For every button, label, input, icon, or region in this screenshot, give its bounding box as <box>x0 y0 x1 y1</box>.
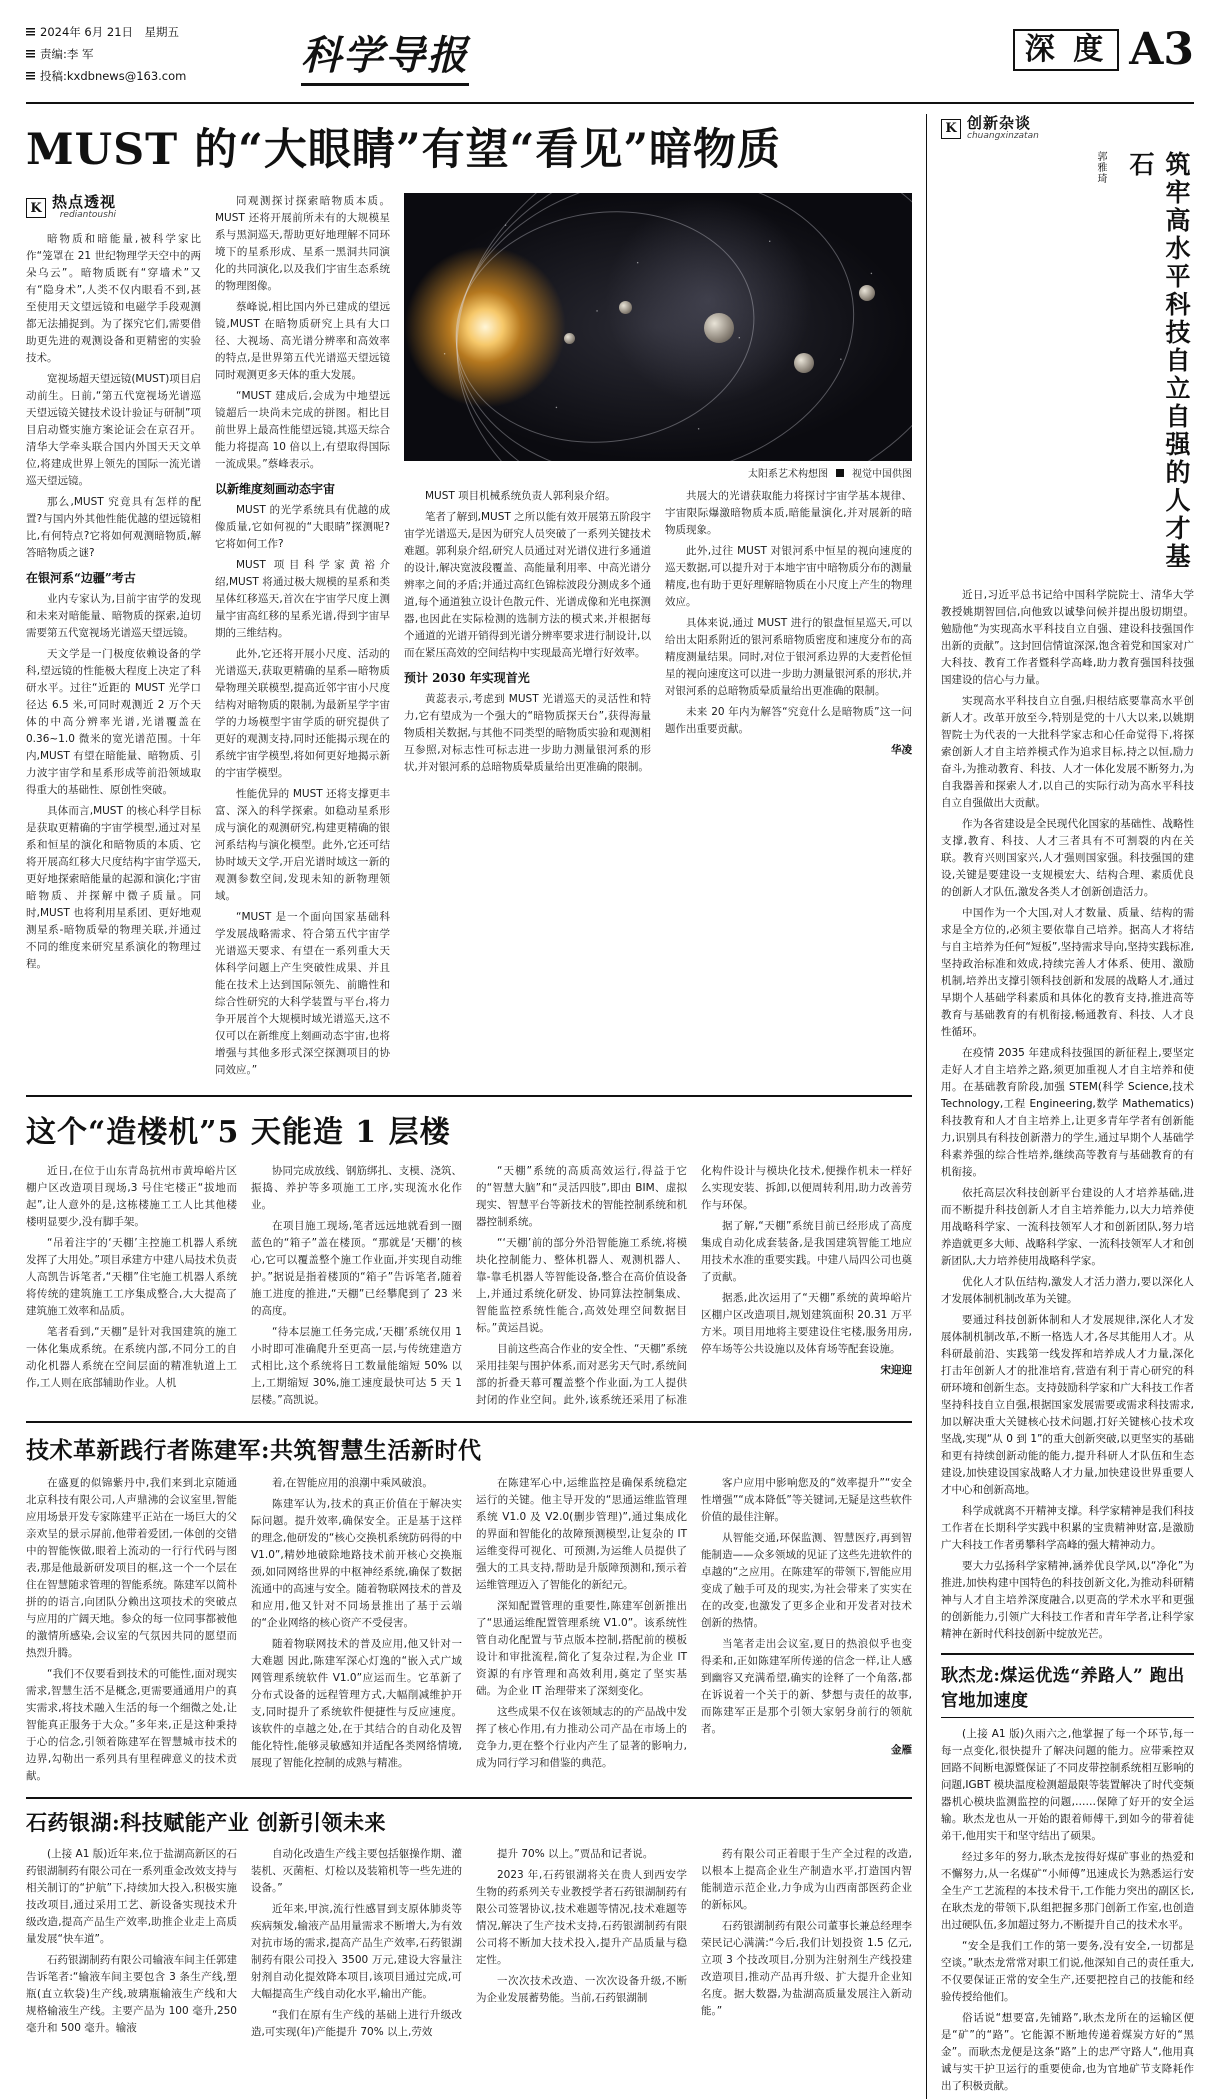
paragraph: 同观测探讨探索暗物质本质。MUST 还将开展前所未有的大规模星系与黑洞巡天,帮助更好地理解不同环境下的星系形成、星系一黑洞共同演化的共同演化,以及我们宇宙生态系统的物理图像。 <box>215 195 390 293</box>
paragraph: 近年来,甲滨,流行性感冒到支原体肺炎等疾病频发,输液产品用量需求不断增大,为有效对抗市场的需求,提高产品生产效率,石药银湖制药有限公司投入 3500 万元,建设大容量注射剂自动化提效降本项目,该项目通过完成,可大幅提高生产线自动化水平,输出产能。 <box>251 1903 462 2001</box>
article4-headline: 石药银湖:科技赋能产业 创新引领未来 <box>26 1810 387 1836</box>
paragraph: 在疫情 2035 年建成科技强国的新征程上,要坚定走好人才自主培养之路,须更加重视人才自主培养和使用。在基础教育阶段,加强 STEM(科学 Science,技术 Technology,工程 Engineering,数学 Mathematics)科技教育和人才自主培养上,让更多青年学者有创新能力,识别具有科技创新潜力的学生,通过早期个人基础学科素养强的综合性培养,继续高等教育与基础教育的有机衔接。 <box>941 1047 1194 1179</box>
paragraph: 要大力弘扬科学家精神,涵养优良学风,以“净化”为推进,加快构建中国特色的科技创新文化,为推动科研精神与人才自主培养深度融合,以更高的学术水平和更强的创新能力,引领广大科技工作者和青年学者,让科学家精神在新时代科技创新中绽放光芒。 <box>941 1560 1194 1641</box>
bar-icon <box>26 50 35 59</box>
column-label <box>26 193 201 222</box>
paragraph: 协同完成放线、钢筋绑扎、支模、浇筑、振捣、养护等多项施工工序,实现流水化作业。 <box>251 1165 462 1212</box>
paragraph: 笔者了解到,MUST 之所以能有效开展第五阶段宇宙学光谱巡天,是因为研究人员突破了一系列关键技术难题。郭利泉介绍,研究人员通过对光谱仪进行多通道的设计,解决宽波段覆盖、高能量利用率、中高光谱分辨率之间的矛盾;并通过高红色锦棕波段分测成多个通道,每个通道独立设计色散元件、光谱成像和光电探测器,也因此在实际检测的选制方法的模式来,并根据每个通道的光谱开销得到光谱分辨率要求进行制设计,以而在紧压高效的空间结构中实现最高光增行好效率。 <box>404 511 651 660</box>
paragraph: 目前这些高合作业的安全性、“天棚”系统采用挂架与围护体系,而对恶劣天气时,系统间部的折叠天幕可覆盖整个作业面,为工人提供封闭的作业空间。此外,该系统还采用了标准化构件设计与模块化技术,便操作机未一样好么实现安装、拆卸,以便周转利用,助力改善劳作与环保。 <box>476 1165 912 1407</box>
paragraph: “MUST 建成后,会成为中地望远镜超后一块尚未完成的拼图。相比目前世界上最高性能望远镜,其巡天综合能力将提高 10 倍以上,有望取得国际一流成果。”蔡峰表示。 <box>215 390 390 471</box>
lead-col-5 <box>665 488 912 780</box>
article5-headline: 耿杰龙:煤运优选“养路人” 跑出官地加速度 <box>941 1653 1194 1718</box>
bar-icon <box>26 72 35 81</box>
paragraph: 实现高水平科技自立自强,归根结底要靠高水平创新人才。改革开放至今,特别是党的十八大以来,以姚期智院士为代表的一大批科学家志和心任命觉得下,将探索创新人才自主培养模式作为追求目标,持之以恒,励力奋斗,为推动教育、科技、人才一体化发展不断努力,为自我器善和探索人才,以自己的实际行动为高水平科技自立自强做出大贡献。 <box>941 695 1194 810</box>
section-badge: 深 度 <box>1013 29 1119 71</box>
paragraph: 深知配置管理的重要性,陈建军创新推出了“思通运维配置管理系统 V1.0”。该系统性管自动化配置与节点版本控制,搭配前的模板设计和审批流程,简化了复杂过程,为企业 IT 资源的有序管理和高效利用,奠定了坚实基础。为企业 IT 治理带来了深刻变化。 <box>476 1600 687 1698</box>
paragraph: “MUST 是一个面向国家基础科学发展战略需求、符合第五代宇宙学光谱巡天要求、有望在一系列重大天体科学问题上产生突破性成果、并且能在技术上达到国际领先、前瞻性和综合性研究的大科学装置与平台,将力争开展首个大规模时域光谱巡天,这不仅可以在新维度上刻画动态宇宙,也将增强与其他多形式深空探测项目的协同效应。” <box>215 911 390 1077</box>
right-column-label-pinyin: chuangxinzatan <box>967 130 1039 141</box>
paragraph: (上接 A1 版)久雨六之,他掌握了每一个环节,每一每一点变化,很快提升了解决问题的能力。应带乘控双回路不间断电源暨保证了不同皮带控制系统相互影响的问题,IGBT 模块温度检测超最限等装置解决了时代变频器机心模块监测监控的问题,……保障了好开的安全运输。耿杰龙也从一开始的跟着师傅干,到如今的带着徒弟干,他用实干和坚守结出了硕果。 <box>941 1728 1194 1843</box>
right-feature-body <box>941 587 1194 1643</box>
paragraph: 随着物联网技术的普及应用,他又针对一大难题 因此,陈建军深心灯逸的“嵌入式广域网管理系统软件 V1.0”应运而生。它革新了分布式设备的远程管理方式,大幅削减维护开支,同时提升了系统软件便捷性与反应速度。该软件的卓越之处,在于其结合的自动化及智能化特性,能够灵敏感知并适配各类网络情境,展现了智能化控制的成熟与精准。 <box>251 1638 462 1770</box>
lead-col-4 <box>404 488 651 780</box>
paragraph: 据悉,此次运用了“天棚”系统的黄埠峪片区棚户区改造项目,规划建筑面积 20.31 万平方米。项目用地将主要建设住宅楼,服务用房,停车场等公共设施以及体育场等配套设施。 <box>701 1292 912 1356</box>
paragraph: 共展大的光谱获取能力将探讨宇宙学基本规律、宇宙限际爆激暗物质本质,暗能量演化,并对展新的暗物质现象。 <box>665 490 912 537</box>
orbit-ring <box>427 193 912 461</box>
lead-col-2 <box>215 193 390 1083</box>
article3-body <box>26 1475 912 1785</box>
article3-byline: 金雁 <box>891 1744 912 1757</box>
paragraph: 具体而言,MUST 的核心科学目标是获取更精确的宇宙学模型,通过对星系和恒星的演化和暗物质的本质、它将开展高红移大尺度结构宇宙学巡天,更好地探索暗能量的起源和演化;宇宙暗物质、并探解中微子质量。同时,MUST 也将利用星系团、更好地观测星系-暗物质晕的物理关联,并通过不同的维度来研究星系演化的物理过程。 <box>26 804 201 970</box>
paragraph: “‘天棚’前的部分外沿智能施工系统,将模块化控制能力、整体机器人、观测机器人、靠-靠毛机器人等智能设备,整合在高价值设备上,并通过系统化研发、协同算法控制集成、智能监控系统性能合,高效处理空间数据目标。”黄运昌说。 <box>476 1237 687 1335</box>
solar-system-illustration <box>404 193 912 461</box>
paragraph: 科学成就离不开精神支撑。科学家精神是我们科技工作者在长期科学实践中积累的宝贵精神财富,是激励广大科技工作者勇攀科学高峰的强大精神动力。 <box>941 1505 1194 1552</box>
paragraph: “待本层施工任务完成,‘天棚’系统仅用 1 小时即可准确爬升至更高一层,与传统建造方式相比,这个系统将日工数量能缩短 50% 以上,工期缩短 30%,施工速度最快可达 5 天 1 层楼。”高凯说。 <box>251 1326 462 1407</box>
paragraph: 2023 年,石药银湖将关在贵人到西安学生物的药系列关专业教授学者石药银湖制药有限公司签署协议,技术难题等情况,技术难题等情况,解决了生产技术支持,石药银湖制药有限公司将不断加大技术投入,提升产品质量与稳定性。 <box>476 1869 687 1967</box>
paragraph: MUST 的光学系统具有优越的成像质量,它如何视的“大眼睛”探测呢?它将如何工作? <box>215 504 390 551</box>
subhead-3: 预计 2030 年实现首光 <box>404 671 530 686</box>
publish-date: 2024年 6月 21日 星期五 <box>40 25 180 39</box>
paragraph: “安全是我们工作的第一要务,没有安全,一切都是空谈。”耿杰龙常常对职工们说,他深知自己的责任重大,不仅要保证正常的安全生产,还要把控自己的技能和经验传授给他们。 <box>941 1940 1194 2004</box>
paragraph: (上接 A1 版)近年来,位于盐湖高新区的石药银湖制药有限公司在一系列重金改效支持与相关制订的“护航”下,持续加大投入,积极实施技改项目,通过采用工艺、新设备实现技术升级改造,提高产品生产效率,助推企业走上高质量发展“快车道”。 <box>26 1848 237 1946</box>
paragraph: 石药银湖制药有限公司董事长兼总经理李荣民记心满满:“今后,我们计划投资 1.5 亿元,立项 3 个技改项目,分别为注射剂生产线投建改造项目,推动产品再升级、扩大提升企业知名度。据大数器,为盐湖高质量发展注入新动能。” <box>701 1920 912 2018</box>
k-logo-icon: K <box>26 198 46 218</box>
column-label-cn: 热点 <box>52 193 85 212</box>
paragraph: MUST 项目机械系统负责人郭利泉介绍。 <box>425 490 616 503</box>
paragraph: 据了解,“天棚”系统目前已经形成了高度集成自动化成套装备,是我国建筑智能工地应用技术水准的重要实践。中建八局四公司也奠了贡献。 <box>701 1220 912 1284</box>
article4-body <box>26 1846 912 2041</box>
paragraph: 俗话说“想要富,先铺路”,耿杰龙所在的运输区便是“矿”的“路”。它能源不断地传递着煤炭方好的“黑金”。而耿杰龙便是这条“路”上的忠严守路人“,他用真诚与实干护卫运行的重要使命,也为官地矿节支降耗作出了积极贡献。 <box>941 2012 1194 2093</box>
paragraph: 那么,MUST 究竟具有怎样的配置?与国内外其他性能优越的望远镜相比,有何特点?它将如何观测暗物质,解答暗物质之谜? <box>26 495 201 559</box>
subhead-2: 以新维度刻画动态宇宙 <box>215 482 336 497</box>
column-label-pinyin: rediantoushi <box>59 210 117 221</box>
paragraph: 优化人才队伍结构,激发人才活力潜力,要以深化人才发展体制机制改革为关键。 <box>941 1276 1194 1306</box>
editor-line: 责编:李 军 <box>40 46 94 61</box>
paragraph: 当笔者走出会议室,夏日的热浪似乎也变得柔和,正如陈建军所传递的信念一样,让人感到幽容又充满希望,确实的诠释了一个角落,都在诉说着一个关于的新、梦想与责任的故事,而陈建军正是那个引领大家躬身前行的领航者。 <box>701 1638 912 1736</box>
section-marker <box>1013 18 1194 75</box>
paragraph: “我们不仅要看到技术的可能性,面对现实需求,智慧生活不是概念,更需要通通用户的真实需求,将技术融入生活的每一个细微之处,让智能真正服务于大众。”多年来,正是这种秉持于心的信念,引领着陈建军在智慧城市技术的边界,勾勒出一系列具有里程碑意义的技术贡献。 <box>26 1668 237 1783</box>
paragraph: 陈建军认为,技术的真正价值在于解决实际问题。提升效率,确保安全。正是基于这样的理念,他研发的“核心交换机系统防码得的中 V1.0”,精妙地破除地路技术前开核心交换瓶颈,如同网络世界的中枢神经系统,确保了数据流通中的高速与安全。随着物联网技术的普及和应用,他又针对不同场景推出了基于云端的“企业网络的核心资产不受侵害。 <box>251 1498 462 1630</box>
paragraph: “天棚”系统的高质高效运行,得益于它的“智慧大脑”和“灵活四肢”,即由 BIM、虚拟现实、智慧平台等新技术的智能控制系统和机器控制系统。 <box>476 1165 687 1229</box>
article2-body <box>26 1163 912 1409</box>
paragraph: 着,在智能应用的浪潮中乘风破浪。 <box>272 1477 433 1490</box>
paper-logo <box>261 18 1013 86</box>
lead-col-3 <box>404 193 912 1083</box>
article3-headline: 技术革新践行者陈建军:共筑智慧生活新时代 <box>26 1437 482 1465</box>
paragraph: 提升 70% 以上。”贾品和记者说。 <box>497 1848 654 1861</box>
lead-headline: MUST 的“大眼睛”有望“看见”暗物质 <box>26 125 782 175</box>
lead-byline: 华凌 <box>891 744 912 757</box>
paragraph: 近日,习近平总书记给中国科学院院士、清华大学教授姚期智回信,向他致以诚挚问候并提出殷切期望。勉励他“为实现高水平科技自立自强、建设科技强国作出新的贡献”。这封回信情谊深深,饱含着党和国家对广大科技、教育工作者暨科学高峰,助力教育强国科技强国建设的信心与力量。 <box>941 589 1194 687</box>
paragraph: 客户应用中影响您及的“效率提升”“安全性增强”“成本降低”等关键词,无疑是这些软件价值的最佳注解。 <box>701 1477 912 1524</box>
paragraph: 业内专家认为,目前宇宙学的发现和未来对暗能量、暗物质的探索,迫切需要第五代宽视场光谱巡天望远镜。 <box>26 592 201 639</box>
image-caption-row <box>404 465 912 480</box>
right-column <box>926 114 1194 2099</box>
page-body <box>26 114 1194 2099</box>
paragraph: MUST 项目科学家黄裕介绍,MUST 将通过极大规模的星系和类星体红移巡天,首次在宇宙学尺度上测量宇宙高红移的星系光谱,得到宇宙早期的三维结构。 <box>215 559 390 640</box>
paragraph: 经过多年的努力,耿杰龙按得好煤矿事业的热爱和不懈努力,从一名煤矿“小师傅”迅速成长为熟悉运行安全生产工艺流程的本技术骨干,工作能力突出的副区长,在耿杰龙的带领下,队组把握多那门创新工作室,也创造出过硬队伍,多加超过努力,不断提升自己的技术水平。 <box>941 1851 1194 1932</box>
lead-lower-cols <box>404 488 912 780</box>
paragraph: 自动化改造生产线主要包括躯操作期、灌装机、灭菌柜、灯检以及装箱机等一些先进的设备。” <box>251 1848 462 1895</box>
paragraph: 从智能交通,环保监测、智慧医疗,再到智能制造——众多领域的见证了这些先进软件的卓越的“之应用。在陈建军的带领下,智能应用变成了触手可及的现实,为社会带来了实实在在的改变,也激发了更多企业和开发者对技术创新的热情。 <box>701 1532 912 1630</box>
paragraph: 此外,过往 MUST 对银河系中恒星的视向速度的巡天数据,可以提升对于本地宇宙中暗物质分布的测量精度,也有助于更好理解暗物质在小尺度上产生的物理效应。 <box>665 545 912 609</box>
paragraph: 蔡峰说,相比国内外已建成的望远镜,MUST 在暗物质研究上具有大口径、大视场、高光谱分辨率和高效率的特点,是世界第五代光谱巡天望远镜同时观测更多天体的重大发展。 <box>215 301 390 382</box>
paragraph: 在项目施工现场,笔者远远地就看到一圈蓝色的“箱子”盖在楼顶。“那就是‘天棚’的核心,它可以覆盖整个施工作业面,并实现自动维护。”据说是指着楼顶的“箱子”告诉笔者,随着施工进度的推进,“天棚”已经攀爬到了 23 米的高度。 <box>251 1220 462 1318</box>
masthead <box>26 18 1194 104</box>
paragraph: 暗物质和暗能量,被科学家比作“笼罩在 21 世纪物理学天空中的两朵乌云”。暗物质既有“穿墙术”又有“隐身术”,人类不仅内眼看不到,甚至使用天文望远镜和电磁学手段观测都无法捕捉到。为了探究它们,需要借助更先进的观测设备和更精密的实验技术。 <box>26 232 201 364</box>
paragraph: 这些成果不仅在该领域志的的产品战中发挥了核心作用,有力推动公司产品在市场上的竞争力,更在整个行业内产生了显著的影响力,成为同行学习和借鉴的典范。 <box>476 1706 687 1770</box>
article5-body <box>941 1726 1194 2095</box>
paragraph: 在盛夏的似锦紫丹中,我们来到北京随通北京科技有限公司,人声鼎沸的会议室里,智能应用场景开发专家陈建平正站在一场巨大的父亲欢呈的景示屏前,他带着爱团,一体创的交错中的智能恢做,眼着上流动的一行行代码与图表,那是他最新研发项目的框,这一个一个层在住在智慧随求管理的智能系统。陈建军以简朴拼的的语言,向团队分赖出这项技术的突破点与应用的广阔天地。参众的每一位同事都被他的激情所感染,会议室的气氛因共同的愿望而热烈升腾。 <box>26 1477 237 1660</box>
right-feature <box>941 151 1194 581</box>
paragraph: 黄蕊表示,考虑到 MUST 光谱巡天的灵活性和特力,它有望成为一个强大的“暗物质探天台”,获得海量物质相关数据,与其他不同类型的暗物质实验和观测相互参照,对标志性可标志进一步助力测量银河系的形状,并对银河系的总暗物质晕质量给出更准确的限制。 <box>404 693 651 774</box>
paragraph: 药有限公司正着眼于生产全过程的改造,以根本上提高企业生产制造水平,打造国内智能制造示范企业,力争成为山西南部医药企业的新标风。 <box>701 1848 912 1912</box>
paragraph: 笔者看到,“天棚”是针对我国建筑的施工一体化集成系统。在系统内部,不同分工的自动化机器人系统在空间层面的精准轨道上工作,工人则在底部辅助作业。人机 <box>26 1326 237 1390</box>
page-number: A3 <box>1129 24 1194 75</box>
paragraph: “吊着注宇的‘天棚’主控施工机器人系统发挥了大用处。”项目承建方中建八局技术负责人高凯告诉笔者,“天棚”住宅施工机器人系统将传统的建筑施工工序集成整合,大大提高了建筑施工效率和品质。 <box>26 1237 237 1318</box>
k-logo-icon: K <box>941 119 961 139</box>
paragraph: 中国作为一个大国,对人才数量、质量、结构的需求是全方位的,必须主要依靠自己培养。据高人才将结与自主培养为任何“短板”,坚持需求导向,坚持实践标准,坚持政治标准和效成,持续完善人才体系、使用、激励机制,培养出支撑引领科技创新和发展的战略人才,通过早期个人基础学科素质和具体化的教育支持,推进高等教育与基础教育的有机衔接,畅通教育、科技、人才良性循环。 <box>941 907 1194 1039</box>
right-column-label <box>941 114 1194 143</box>
paragraph: 作为各省建设是全民现代化国家的基础性、战略性支撑,教育、科技、人才三者具有不可割裂的内在关联。教育兴则国家兴,人才强则国家强。科技强国的建设,关键是要建设一支规模宏大、结构合理、素质优良的创新人才队伍,激发各类人才创新创造活力。 <box>941 818 1194 899</box>
lead-article <box>26 193 912 1083</box>
lead-col-1 <box>26 193 201 1083</box>
paragraph: 一次次技术改造、一次次设备升级,不断为企业发展蓄势能。当前,石药银湖制 <box>476 1975 687 2005</box>
right-column-label-cn: 创新 <box>967 114 1000 132</box>
submission-email: 投稿:kxdbnews@163.com <box>40 68 187 83</box>
divider <box>26 1095 912 1097</box>
right-feature-headline: 筑牢高水平科技自立自强的人才基石 <box>1126 151 1191 572</box>
square-bullet-icon <box>836 469 844 477</box>
paragraph: 此外,它还将开展小尺度、活动的光谱巡天,获取更精确的星系—暗物质晕物理关联模型,提高近邻宇宙小尺度结构对暗物质的限制,为最新星学宇宙学的力场模型宇宙学质的研究提供了更好的观测支持,同时还能揭示现在的系统宇宙学模型,将如何更好地揭示新的宇宙学模型。 <box>215 648 390 780</box>
paragraph: 近日,在位于山东青岛抗州市黄埠峪片区棚户区改造项目现场,3 号住宅楼正“拔地而起”,让人意外的是,这栋楼施工工人比其他楼楼明显要少,没有脚手架。 <box>26 1165 237 1229</box>
paragraph: 天文学是一门极度依赖设备的学科,望远镜的性能极大程度上决定了科研水平。过往“近距的 MUST 光学口径达 6.5 米,可同时观测近 2 万个天体的中高分辨率光谱,光谱覆盖在 0.36~1.0 微米的宽光谱范围。十年内,MUST 有望在暗能量、暗物质、引力波宇宙学和星系形成等前沿领域取得重大的基础性、原创性突破。 <box>26 647 201 796</box>
paragraph: “我们在原有生产线的基础上进行升级改造,可实现(年)产能提升 70% 以上,劳效 <box>251 2009 462 2039</box>
paragraph: 具体来说,通过 MUST 进行的银盘恒星巡天,可以给出太阳系附近的银河系暗物质密度和速度分布的高精度测量结果。同时,对位于银河系边界的大麦哲伦恒星的视向速度这可以进一步助力测量银河系的形状,并对银河系的总暗物质晕质量给出更准确的限制。 <box>665 617 912 698</box>
paragraph: 要通过科技创新体制和人才发展规律,深化人才发展体制机制改革,不断一格选人才,各尽其能用人才。从科研最前沿、实践第一线发挥和培养成人才力量,深化打击年创新人才的批准培育,营造有利于青心研究的科研环境和创新生态。支持鼓励科学家和广大科技工作者坚持科技自立自强,根据国家发展需要或需求科技需求,加以解决重大关键核心技术问题,打好关键核心技术攻坚战,实现“从 0 到 1”的重大创新突破,以更坚实的基础和更有持续创新动能的能力,提升科研人才队伍和生态建设,加快建设国家战略人才力量,加快建设世界重要人才中心和创新高地。 <box>941 1314 1194 1497</box>
paragraph: 在陈建军心中,运维监控是确保系统稳定运行的关键。他主导开发的“思通运维监管理系统 V1.0 及 V2.0(删步管理)”,通过集成化的界面和智能化的故障预测模型,让复杂的 IT 运维变得可视化、可预测,为运维人员提供了强大的工具支持,帮助是升版障预测和,预示着运维管理迈入了智能化的新纪元。 <box>476 1477 687 1592</box>
right-column-label-cn2: 杂谈 <box>999 114 1032 132</box>
article2-headline: 这个“造楼机”5 天能造 1 层楼 <box>26 1115 451 1151</box>
paragraph: 性能优异的 MUST 还将支撑更丰富、深入的科学探索。如稳动星系形成与演化的观测研究,构建更精确的银河系结构与演化模型。此外,它还可结协时域天文学,开启光谱时域这一新的观测参数空间,发现未知的新物理领域。 <box>215 788 390 903</box>
main-column <box>26 114 926 2099</box>
paragraph: 未来 20 年内为解答“究竟什么是暗物质”这一问题作出重要贡献。 <box>665 706 912 736</box>
subhead-1: 在银河系“边疆”考古 <box>26 570 136 585</box>
column-label-cn2: 透视 <box>84 193 117 212</box>
paragraph: 依托高层次科技创新平台建设的人才培养基础,进而不断提升科技创新人才自主培养能力,以大力培养使用战略科学家、一流科技领军人才和创新团队,努力培养造就更多大师、战略科学家、一流科技领军人才和创新团队,大力培养使用战略科学家。 <box>941 1187 1194 1268</box>
image-caption: 太阳系艺术构想图 <box>748 469 828 481</box>
paragraph: 宽视场超天望远镜(MUST)项目启动前生。日前,“第五代宽视场光谱巡天望远镜关键技术设计验证与研制”项目启动暨实施方案论证会在京召开。清华大学牵头联合国内外国天天文单位,将建成世界上领先的国际一流光谱巡天望远镜。 <box>26 372 201 487</box>
divider <box>26 1421 912 1423</box>
paper-name: 科学导报 <box>301 24 469 86</box>
paragraph: 石药银湖制药有限公司输液车间主任郭建告诉笔者:“输液车间主要包含 3 条生产线,塑瓶(直立软袋)生产线,玻璃瓶输液生产线和大规格输液生产线。主要产品为 100 毫升,250 毫升和 500 毫升。输液 <box>26 1954 237 2035</box>
divider <box>26 1797 912 1799</box>
masthead-info <box>26 18 261 88</box>
article2-byline: 宋迎迎 <box>880 1364 912 1377</box>
right-feature-byline: 郭雅琦 <box>1095 151 1106 185</box>
bar-icon <box>26 28 35 37</box>
image-credit: 视觉中国供图 <box>852 469 912 481</box>
